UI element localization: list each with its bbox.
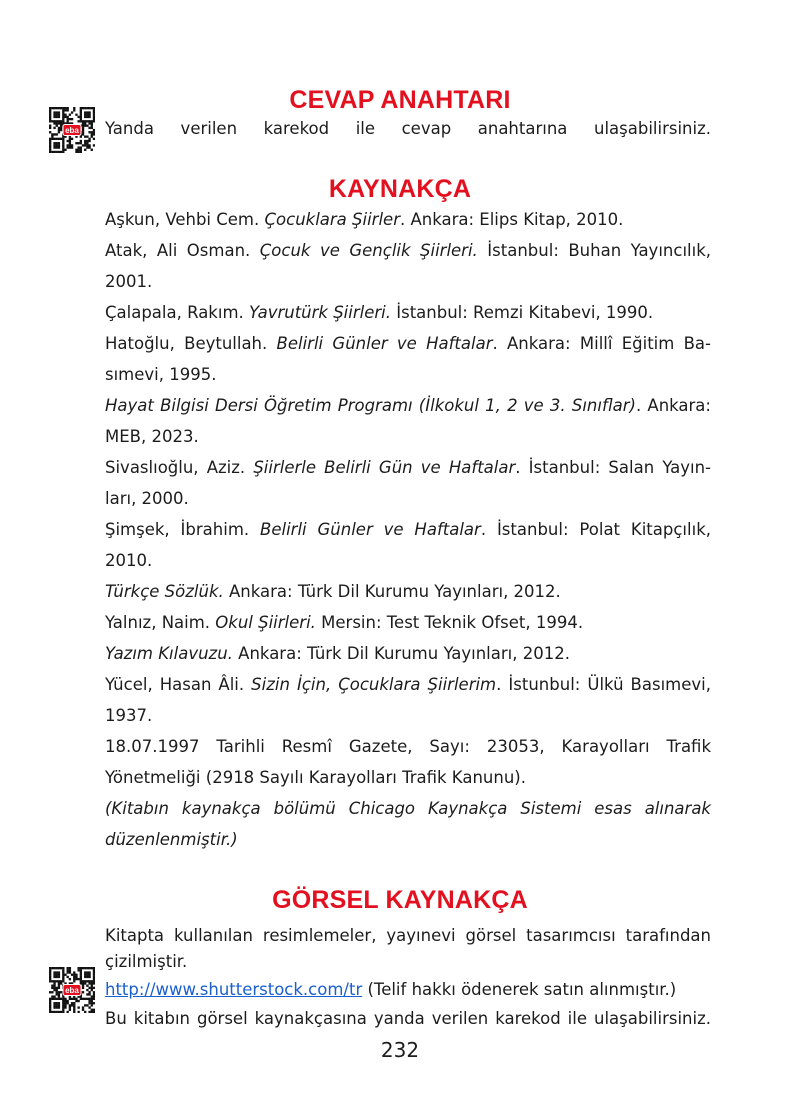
page-number: 232 (380, 1038, 420, 1062)
reference-item-continued: sımevi, 1995. (105, 365, 217, 384)
bibliography-note: (Kitabın kaynakça bölümü Chicago Kaynakça Sistemi esas alınarak (105, 799, 711, 818)
reference-item-continued: 1937. (105, 706, 153, 725)
license-note: (Telif hakkı ödenerek satın alınmıştır.) (362, 980, 677, 999)
reference-item-continued: 2010. (105, 551, 153, 570)
answer-key-text: Yanda verilen karekod ile cevap anahtarına ulaşabilirsiniz. (105, 119, 711, 138)
reference-item: Şimşek, İbrahim. Belirli Günler ve Haftalar. İstanbul: Polat Kitapçılık, (105, 520, 711, 539)
visual-credit-text: Kitapta kullanılan resimlemeler, yayınevi görsel tasarımcısı tarafından (105, 926, 711, 945)
visual-credit-text-continued: çizilmiştir. (105, 952, 188, 971)
reference-item: Yalnız, Naim. Okul Şiirleri. Mersin: Test Teknik Ofset, 1994. (105, 613, 584, 632)
reference-item: 18.07.1997 Tarihli Resmî Gazete, Sayı: 23053, Karayolları Trafik (105, 737, 711, 756)
answer-key-qr-code-icon[interactable] (49, 107, 95, 153)
shutterstock-link[interactable]: http://www.shutterstock.com/tr (105, 980, 363, 999)
reference-item: Aşkun, Vehbi Cem. Çocuklara Şiirler. Ankara: Elips Kitap, 2010. (105, 210, 624, 229)
visual-bibliography-heading: GÖRSEL KAYNAKÇA (272, 886, 528, 914)
reference-item: Sivaslıoğlu, Aziz. Şiirlerle Belirli Gün ve Haftalar. İstanbul: Salan Yayın- (105, 458, 711, 477)
reference-item: Çalapala, Rakım. Yavrutürk Şiirleri. İstanbul: Remzi Kitabevi, 1990. (105, 303, 654, 322)
shutterstock-line (105, 980, 711, 1000)
reference-list (105, 210, 711, 861)
qr-badge-label: eba (65, 125, 79, 135)
reference-item: Hatoğlu, Beytullah. Belirli Günler ve Haftalar. Ankara: Millî Eğitim Ba- (105, 334, 711, 353)
reference-item-continued: Yönetmeliği (2918 Sayılı Karayolları Trafik Kanunu). (105, 768, 526, 787)
reference-item: Atak, Ali Osman. Çocuk ve Gençlik Şiirleri. İstanbul: Buhan Yayıncılık, (105, 241, 711, 260)
visual-bibliography-qr-text: Bu kitabın görsel kaynakçasına yanda verilen karekod ile ulaşabilirsiniz. (105, 1009, 711, 1028)
reference-item: Hayat Bilgisi Dersi Öğretim Programı (İlkokul 1, 2 ve 3. Sınıflar). Ankara: (105, 396, 711, 415)
reference-item-continued: ları, 2000. (105, 489, 189, 508)
reference-item-continued: MEB, 2023. (105, 427, 199, 446)
reference-item: Yazım Kılavuzu. Ankara: Türk Dil Kurumu Yayınları, 2012. (105, 644, 570, 663)
bibliography-heading: KAYNAKÇA (328, 175, 472, 203)
reference-item: Türkçe Sözlük. Ankara: Türk Dil Kurumu Yayınları, 2012. (105, 582, 561, 601)
answer-key-heading: CEVAP ANAHTARI (289, 86, 511, 114)
visual-bibliography-qr-code-icon[interactable] (49, 967, 95, 1013)
qr-badge-label: eba (65, 985, 79, 995)
reference-item-continued: 2001. (105, 272, 153, 291)
bibliography-note-continued: düzenlenmiştir.) (105, 830, 238, 849)
reference-item: Yücel, Hasan Âli. Sizin İçin, Çocuklara Şiirlerim. İstunbul: Ülkü Basımevi, (105, 675, 711, 694)
